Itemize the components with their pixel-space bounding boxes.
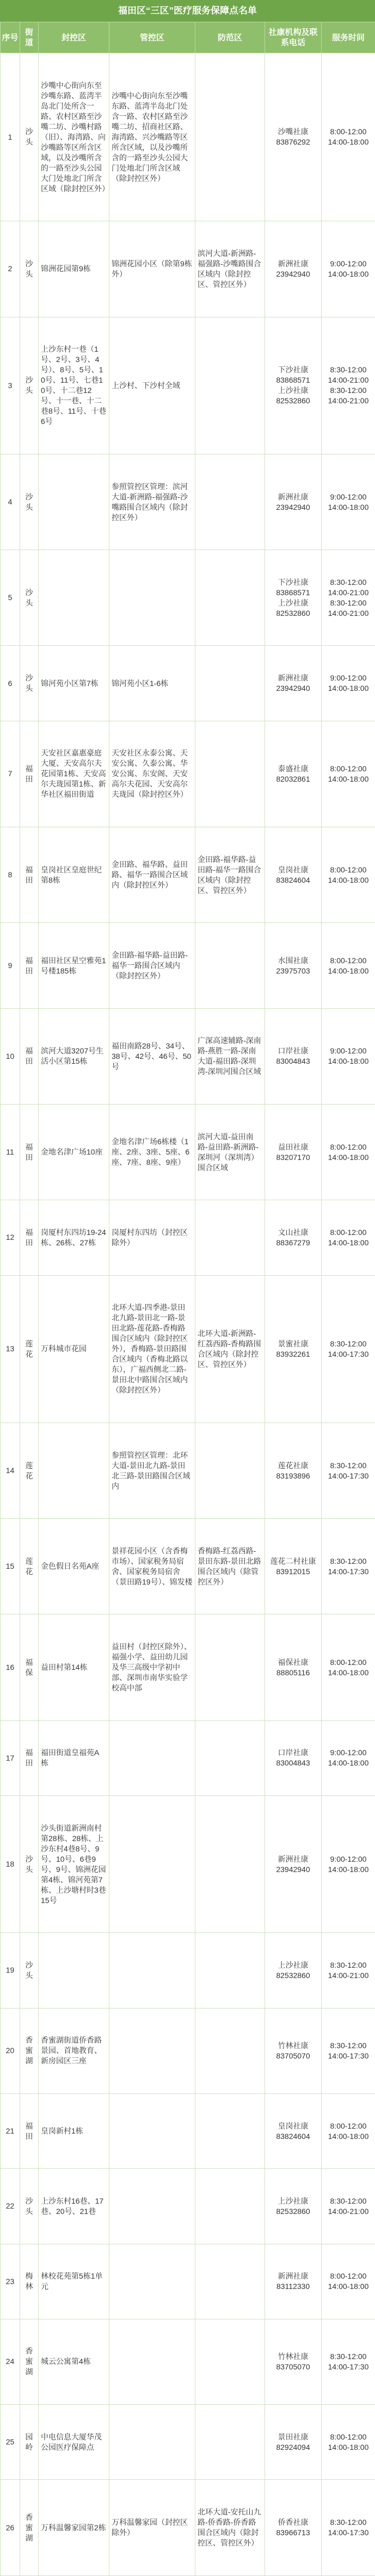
fengkong-cell: 福田社区星空雅苑1号楼185栋 <box>39 923 109 1008</box>
time-cell: 9:00-12:00 14:00-18:00 <box>322 646 375 721</box>
guankong-cell <box>109 1933 195 2008</box>
table-row <box>1 1423 375 1518</box>
clinic-cell: 莲花二村社康 83912015 <box>265 1519 322 1614</box>
fangfan-cell <box>195 2093 265 2168</box>
guankong-cell: 岗厦村东四坊（封控区除外） <box>109 1200 195 1275</box>
street-cell: 福田 <box>20 1008 39 1104</box>
fengkong-cell <box>39 1423 109 1518</box>
fangfan-cell <box>195 454 265 550</box>
time-cell: 8:00-12:00 14:00-18:00 <box>322 1200 375 1275</box>
street-cell: 沙头 <box>20 550 39 646</box>
table-row <box>1 721 375 827</box>
row-number-cell: 7 <box>1 721 20 827</box>
guankong-cell: 北环大道-四季港-景田北九路-景田北一路-景田北路-莲花路-香梅路围合区域内（除封控区外），香梅路-景田路围合区域内（香梅北路以东），广福西侧北二路-景田北中路围合区域内（除封控区外） <box>109 1275 195 1423</box>
time-cell: 8:30-12:00 14:00-21:00 <box>322 2169 375 2244</box>
clinic-cell: 益田社康 83207170 <box>265 1104 322 1200</box>
time-cell: 8:00-12:00 14:00-18:00 <box>322 2405 375 2480</box>
table-row <box>1 2405 375 2480</box>
fengkong-cell: 沙头街道新洲南村第28栋、28栋、上沙东村4巷8号、9号、10号、6巷9号、9号、锦洲花园第4栋、锦河苑第7栋、上沙塘村时3巷15号 <box>39 1796 109 1933</box>
row-number-cell: 19 <box>1 1933 20 2008</box>
fengkong-cell: 中电信息大厦华茂公园医疗保障点 <box>39 2405 109 2480</box>
clinic-cell: 竹林社康 83705070 <box>265 2008 322 2093</box>
row-number-cell: 16 <box>1 1614 20 1720</box>
clinic-cell: 皇岗社康 83824604 <box>265 827 322 923</box>
clinic-cell: 景田社康 82924094 <box>265 2405 322 2480</box>
fangfan-cell <box>195 317 265 454</box>
guankong-cell <box>109 550 195 646</box>
street-cell: 沙头 <box>20 221 39 317</box>
fengkong-cell: 上沙东村一巷（1号、2号、3号、4号）、8号、5号、10号、11号、七巷10号、十二巷12号、十一巷、十二巷8号、11号、十巷6号 <box>39 317 109 454</box>
time-cell: 8:30-12:00 14:00-17:30 <box>322 1275 375 1423</box>
table-row <box>1 2244 375 2319</box>
table-row <box>1 2480 375 2575</box>
fengkong-cell: 锦河苑小区第7栋 <box>39 646 109 721</box>
table-row <box>1 53 375 221</box>
clinic-cell: 新洲社康 83112330 <box>265 2244 322 2319</box>
fengkong-cell: 皇岗新村1栋 <box>39 2093 109 2168</box>
fengkong-cell: 岗厦村东四坊19-24栋、26栋、27栋 <box>39 1200 109 1275</box>
guankong-cell: 金地名津广场6栋楼（1座、2座、3座、5座、6座、7座、8座、9座） <box>109 1104 195 1200</box>
fangfan-cell <box>195 2244 265 2319</box>
fangfan-cell <box>195 2008 265 2093</box>
clinic-cell: 福保社康 88805116 <box>265 1614 322 1720</box>
table-row <box>1 646 375 721</box>
time-cell: 8:30-12:00 14:00-21:00 8:30-12:00 14:00-21:00 <box>322 317 375 454</box>
clinic-cell: 新洲社康 23942940 <box>265 221 322 317</box>
street-cell: 香蜜湖 <box>20 2008 39 2093</box>
service-point-table <box>0 22 375 2576</box>
guankong-cell <box>109 2405 195 2480</box>
table-row <box>1 1796 375 1933</box>
row-number-cell: 22 <box>1 2169 20 2244</box>
time-cell: 8:00-12:00 14:00-18:00 <box>322 1614 375 1720</box>
fengkong-cell <box>39 454 109 550</box>
fangfan-cell <box>195 923 265 1008</box>
street-cell: 福田 <box>20 721 39 827</box>
row-number-cell: 15 <box>1 1519 20 1614</box>
row-number-cell: 8 <box>1 827 20 923</box>
table-row <box>1 221 375 317</box>
clinic-cell: 皇岗社康 83824604 <box>265 2093 322 2168</box>
table-row <box>1 550 375 646</box>
street-cell: 园岭 <box>20 2405 39 2480</box>
fengkong-cell <box>39 550 109 646</box>
guankong-cell <box>109 2093 195 2168</box>
row-number-cell: 18 <box>1 1796 20 1933</box>
table-row <box>1 1933 375 2008</box>
street-cell: 莲花 <box>20 1423 39 1518</box>
table-row <box>1 2319 375 2404</box>
street-cell: 沙头 <box>20 454 39 550</box>
fangfan-cell <box>195 646 265 721</box>
table-row <box>1 1720 375 1795</box>
fengkong-cell: 林校花苑第5栋1单元 <box>39 2244 109 2319</box>
clinic-cell: 下沙社康 83868571 上沙社康 82532860 <box>265 550 322 646</box>
fangfan-cell <box>195 1200 265 1275</box>
fangfan-cell <box>195 1423 265 1518</box>
clinic-cell: 上沙社康 82532860 <box>265 1933 322 2008</box>
fangfan-cell <box>195 1933 265 2008</box>
fangfan-cell: 香梅路-红荔西路-景田东路-景田北路围合区域内（除管控区外） <box>195 1519 265 1614</box>
row-number-cell: 17 <box>1 1720 20 1795</box>
fengkong-cell: 金地名津广场10座 <box>39 1104 109 1200</box>
clinic-cell: 文山社康 88367279 <box>265 1200 322 1275</box>
time-cell: 8:00-12:00 14:00-18:00 <box>322 2244 375 2319</box>
street-cell: 福田 <box>20 2093 39 2168</box>
clinic-cell: 下沙社康 83868571 上沙社康 82532860 <box>265 317 322 454</box>
time-cell: 9:00-12:00 14:00-18:00 <box>322 221 375 317</box>
clinic-cell: 泰盛社康 82032861 <box>265 721 322 827</box>
street-cell: 沙头 <box>20 317 39 454</box>
clinic-cell: 口岸社康 83004843 <box>265 1720 322 1795</box>
guankong-cell: 上沙村、下沙村全域 <box>109 317 195 454</box>
fengkong-cell: 金色假日名苑A座 <box>39 1519 109 1614</box>
street-cell: 福田 <box>20 923 39 1008</box>
time-cell: 8:30-12:00 14:00-17:30 <box>322 2480 375 2575</box>
page-title: 福田区“三区”医疗服务保障点名单 <box>0 0 375 22</box>
guankong-cell: 天安社区永泰公寓、天安公寓、久泰公寓、华安公寓、东安阁、天安高尔夫花园、天安高尔夫珑园（除封控区外） <box>109 721 195 827</box>
fengkong-cell: 益田村第14栋 <box>39 1614 109 1720</box>
clinic-cell: 新洲社康 23942940 <box>265 454 322 550</box>
row-number-cell: 10 <box>1 1008 20 1104</box>
header-no: 序号 <box>1 22 20 53</box>
header-clinic: 社康机构及联系电话 <box>265 22 322 53</box>
time-cell: 8:00-12:00 14:00-18:00 <box>322 53 375 221</box>
time-cell: 9:00-12:00 14:00-18:00 <box>322 1008 375 1104</box>
row-number-cell: 1 <box>1 53 20 221</box>
guankong-cell: 益田村（封控区除外）、福强小学、益田幼儿园及华三高级中学初中部、深圳市南华实验学校高中部 <box>109 1614 195 1720</box>
fangfan-cell: 北环大道-安托山九路-侨香路-侨香路围合区域内（除封控区、管控区外） <box>195 2480 265 2575</box>
row-number-cell: 9 <box>1 923 20 1008</box>
street-cell: 福田 <box>20 1720 39 1795</box>
table-header-row <box>1 22 375 53</box>
guankong-cell: 金田路、福华路、益田路、福华一路围合区域内（除封控区外） <box>109 827 195 923</box>
guankong-cell: 景祥花园小区（含香梅市场）、国家税务局宿舍、国家税务局宿舍（景田路19号）、锦发楼 <box>109 1519 195 1614</box>
street-cell: 沙头 <box>20 646 39 721</box>
row-number-cell: 24 <box>1 2319 20 2404</box>
fengkong-cell: 万科城市花园 <box>39 1275 109 1423</box>
header-fangfan: 防范区 <box>195 22 265 53</box>
street-cell: 莲花 <box>20 1519 39 1614</box>
fengkong-cell: 天安社区嘉惠豪庭大厦、天安高尔夫花园第1栋、天安高尔夫珑园第1栋、新华社区福田街道 <box>39 721 109 827</box>
time-cell: 8:00-12:00 14:00-18:00 <box>322 827 375 923</box>
time-cell: 8:00-12:00 14:00-18:00 <box>322 2093 375 2168</box>
time-cell: 9:00-12:00 14:00-18:00 <box>322 1720 375 1795</box>
fangfan-cell <box>195 2319 265 2404</box>
row-number-cell: 4 <box>1 454 20 550</box>
time-cell: 8:30-12:00 14:00-17:30 <box>322 1423 375 1518</box>
time-cell: 8:00-12:00 14:00-18:00 <box>322 721 375 827</box>
row-number-cell: 20 <box>1 2008 20 2093</box>
table-row <box>1 827 375 923</box>
guankong-cell: 沙嘴中心街向东至沙嘴东路、蓝湾半岛北门处含一路、农村区路至沙嘴二坊、招商社区路、海湾路、兴沙嘴路等区所含区域，以及沙嘴所含的一路至沙头公园大门处地北门所含区域（除封控区外） <box>109 53 195 221</box>
street-cell: 莲花 <box>20 1275 39 1423</box>
clinic-cell: 新洲社康 23942940 <box>265 1796 322 1933</box>
time-cell: 9:00-12:00 14:00-18:00 <box>322 454 375 550</box>
street-cell: 福田 <box>20 1200 39 1275</box>
fangfan-cell: 滨河大道-益田南路-益田路-新洲路-深圳河（深圳湾）围合区域 <box>195 1104 265 1200</box>
clinic-cell: 侨香社康 83966713 <box>265 2480 322 2575</box>
fangfan-cell <box>195 1614 265 1720</box>
fangfan-cell: 北环大道-新洲路-红荔西路-香梅路围合区域内（除封控区、管控区外） <box>195 1275 265 1423</box>
fangfan-cell <box>195 2405 265 2480</box>
fengkong-cell: 福田街道皇福苑A栋 <box>39 1720 109 1795</box>
row-number-cell: 6 <box>1 646 20 721</box>
guankong-cell <box>109 1796 195 1933</box>
table-row <box>1 2008 375 2093</box>
clinic-cell: 景蜜社康 83932261 <box>265 1275 322 1423</box>
fengkong-cell: 滨河大道3207号生活小区第15栋 <box>39 1008 109 1104</box>
guankong-cell: 福田南路28号、34号、38号、42号、46号、50号 <box>109 1008 195 1104</box>
table-row <box>1 1614 375 1720</box>
clinic-cell: 莲花社康 83193896 <box>265 1423 322 1518</box>
street-cell: 沙头 <box>20 53 39 221</box>
clinic-cell: 沙嘴社康 83876292 <box>265 53 322 221</box>
table-body <box>1 53 375 2576</box>
header-street: 街道 <box>20 22 39 53</box>
table-row <box>1 454 375 550</box>
fangfan-cell: 滨河大道-新洲路-福强路-沙嘴路围合区域内（除封控区、管控区外） <box>195 221 265 317</box>
fangfan-cell: 广深高速辅路-深南路-燕胜一路-深南大道-福田路-深圳湾-深圳河围合区域 <box>195 1008 265 1104</box>
header-guankong: 管控区 <box>109 22 195 53</box>
clinic-cell: 上沙社康 82532860 <box>265 2169 322 2244</box>
fengkong-cell: 皇岗社区皇庭世纪第8栋 <box>39 827 109 923</box>
fangfan-cell <box>195 550 265 646</box>
row-number-cell: 11 <box>1 1104 20 1200</box>
fengkong-cell: 城云公寓第4栋 <box>39 2319 109 2404</box>
time-cell: 8:30-12:00 14:00-21:00 <box>322 1933 375 2008</box>
time-cell: 8:30-12:00 14:00-17:30 <box>322 2008 375 2093</box>
row-number-cell: 2 <box>1 221 20 317</box>
street-cell: 福田 <box>20 1104 39 1200</box>
row-number-cell: 25 <box>1 2405 20 2480</box>
table-row <box>1 2093 375 2168</box>
time-cell: 8:00-12:00 14:00-18:00 <box>322 1104 375 1200</box>
table-row <box>1 317 375 454</box>
row-number-cell: 14 <box>1 1423 20 1518</box>
fengkong-cell: 锦洲花园第9栋 <box>39 221 109 317</box>
time-cell: 8:30-12:00 14:00-17:30 <box>322 1519 375 1614</box>
guankong-cell <box>109 2008 195 2093</box>
row-number-cell: 3 <box>1 317 20 454</box>
street-cell: 福保 <box>20 1614 39 1720</box>
street-cell: 梅林 <box>20 2244 39 2319</box>
street-cell: 香蜜湖 <box>20 2480 39 2575</box>
guankong-cell: 参照管控区管理：滨河大道-新洲路-福强路-沙嘴路围合区域内（除封控区外） <box>109 454 195 550</box>
street-cell: 福田 <box>20 827 39 923</box>
time-cell: 8:30-12:00 14:00-17:30 <box>322 2319 375 2404</box>
fengkong-cell: 万科温馨家园第2栋 <box>39 2480 109 2575</box>
guankong-cell: 锦洲花园小区（除第9栋外） <box>109 221 195 317</box>
fangfan-cell <box>195 53 265 221</box>
clinic-cell: 口岸社康 83004843 <box>265 1008 322 1104</box>
fengkong-cell <box>39 1933 109 2008</box>
time-cell: 8:30-12:00 14:00-21:00 8:30-12:00 14:00-21:00 <box>322 550 375 646</box>
fangfan-cell <box>195 721 265 827</box>
fangfan-cell <box>195 1796 265 1933</box>
fangfan-cell <box>195 2169 265 2244</box>
table-row <box>1 1275 375 1423</box>
time-cell: 8:00-12:00 14:00-18:00 <box>322 923 375 1008</box>
table-row <box>1 2169 375 2244</box>
table-row <box>1 1200 375 1275</box>
clinic-cell: 竹林社康 83705070 <box>265 2319 322 2404</box>
street-cell: 沙头 <box>20 1933 39 2008</box>
time-cell: 9:00-12:00 14:00-18:00 <box>322 1796 375 1933</box>
table-row <box>1 1104 375 1200</box>
guankong-cell: 参照管控区管理：北环大道-景田北九路-景田北三路-景田路围合区域内 <box>109 1423 195 1518</box>
row-number-cell: 26 <box>1 2480 20 2575</box>
row-number-cell: 13 <box>1 1275 20 1423</box>
fengkong-cell: 香蜜湖街道侨香路景园、首地教育、新房园区三座 <box>39 2008 109 2093</box>
fangfan-cell: 金田路-福华路-益田路-福华一路围合区域内（除封控区、管控区外） <box>195 827 265 923</box>
guankong-cell: 锦河苑小区1-6栋 <box>109 646 195 721</box>
street-cell: 沙头 <box>20 1796 39 1933</box>
table-row <box>1 1519 375 1614</box>
clinic-cell: 水围社康 23975703 <box>265 923 322 1008</box>
guankong-cell <box>109 2244 195 2319</box>
guankong-cell <box>109 2169 195 2244</box>
fengkong-cell: 沙嘴中心街向东至沙嘴东路、蓝湾半岛北门处所含一路、农村区路至沙嘴二坊、沙嘴村路（旧）、海湾路、向沙嘴路等区所含区域，以及沙嘴所含的一路至沙头公园大门处地北门所含区域（除封控区外） <box>39 53 109 221</box>
street-cell: 香蜜湖 <box>20 2319 39 2404</box>
guankong-cell: 金田路-福华路-益田路-福华一路围合区域内（除封控区外） <box>109 923 195 1008</box>
row-number-cell: 21 <box>1 2093 20 2168</box>
row-number-cell: 5 <box>1 550 20 646</box>
row-number-cell: 23 <box>1 2244 20 2319</box>
fangfan-cell <box>195 1720 265 1795</box>
street-cell: 沙头 <box>20 2169 39 2244</box>
clinic-cell: 新洲社康 23942940 <box>265 646 322 721</box>
table-row <box>1 1008 375 1104</box>
header-fengkong: 封控区 <box>39 22 109 53</box>
fengkong-cell: 上沙东村16巷、17巷、20号、21巷 <box>39 2169 109 2244</box>
row-number-cell: 12 <box>1 1200 20 1275</box>
header-time: 服务时间 <box>322 22 375 53</box>
guankong-cell: 万科温馨家园（封控区除外） <box>109 2480 195 2575</box>
table-row <box>1 923 375 1008</box>
guankong-cell <box>109 2319 195 2404</box>
guankong-cell <box>109 1720 195 1795</box>
